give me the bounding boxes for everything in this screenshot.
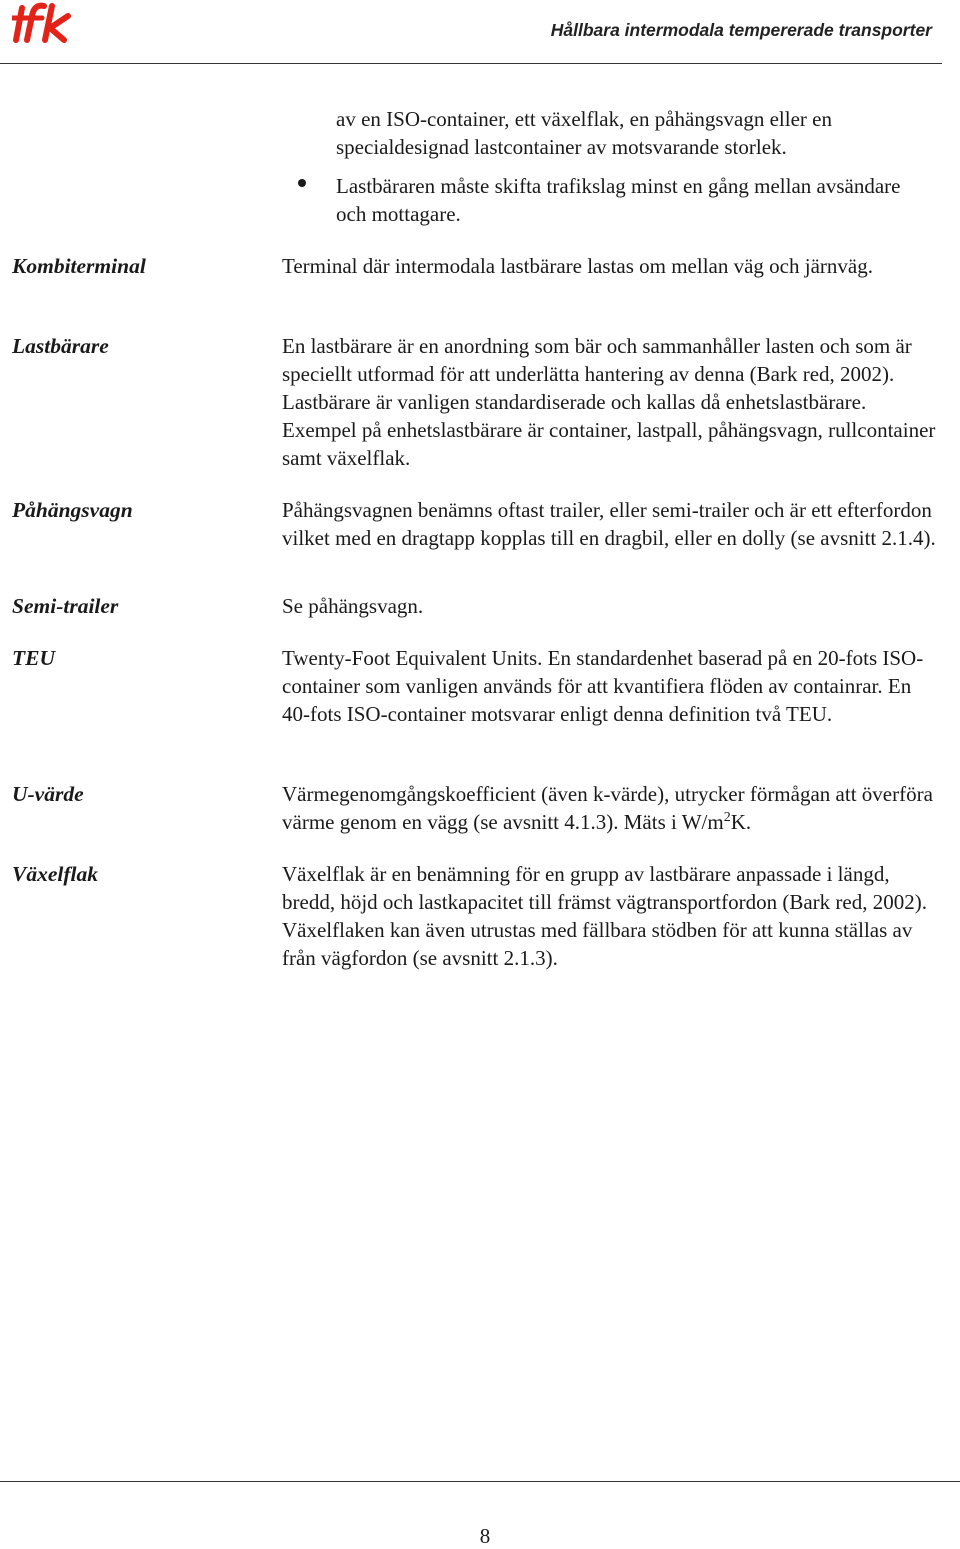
definition-lastbarare: En lastbärare är en anordning som bär och sammanhåller lasten och som är speciellt utformad för att underlätta hantering av denna (Bark red, 2002). Lastbärare är vanligen standardiserade och kallas då enhetslastbärare. Exempel på enhetslastbärare är container, lastpall, påhängsvagn, rullcontainer samt växelflak.	[282, 334, 936, 470]
continuation-paragraph: av en ISO-container, ett växelflak, en påhängsvagn eller en specialdesignad lastcontainer av motsvarande storlek.	[336, 107, 832, 159]
definition-vaxelflak: Växelflak är en benämning för en grupp av lastbärare anpassade i längd, bredd, höjd och lastkapacitet till främst vägtransportfordon (Bark red, 2002). Växelflaken kan även utrustas med fällbara stödben för att kunna ställas av från vägfordon (se avsnitt 2.1.3).	[282, 862, 927, 970]
term-kombiterminal: Kombiterminal	[12, 254, 146, 278]
definition-teu: Twenty-Foot Equivalent Units. En standardenhet baserad på en 20-fots ISO-container som vanligen används för att kvantifiera flöden av containrar. En 40-fots ISO-container motsvarar enligt denna definition två TEU.	[282, 646, 924, 726]
page-header	[0, 0, 960, 66]
superscript-exponent: 2	[723, 810, 731, 825]
definition-semi-trailer: Se påhängsvagn.	[282, 594, 424, 618]
bullet-text: Lastbäraren måste skifta trafikslag minst en gång mellan avsändare och mottagare.	[336, 174, 901, 226]
term-pahangsvagn: Påhängsvagn	[12, 498, 133, 522]
tfk-logo	[12, 2, 74, 46]
document-title: Hållbara intermodala tempererade transporter	[550, 20, 932, 40]
definition-u-varde-unit: K.	[730, 810, 752, 834]
footer-divider	[0, 1481, 960, 1482]
term-u-varde: U-värde	[12, 782, 84, 806]
definition-pahangsvagn: Påhängsvagnen benämns oftast trailer, eller semi-trailer och är ett efterfordon vilket med en dragtapp kopplas till en dragbil, eller en dolly (se avsnitt 2.1.4).	[282, 498, 936, 550]
bullet-icon	[298, 179, 306, 187]
definition-kombiterminal: Terminal där intermodala lastbärare lastas om mellan väg och järnväg.	[282, 254, 873, 278]
page-number: 8	[479, 1524, 491, 1548]
term-lastbarare: Lastbärare	[12, 334, 109, 358]
definition-u-varde	[282, 780, 952, 836]
term-vaxelflak: Växelflak	[12, 862, 98, 886]
term-teu: TEU	[12, 646, 55, 670]
header-divider	[0, 63, 942, 64]
term-semi-trailer: Semi-trailer	[12, 594, 119, 618]
definition-u-varde-text: Värmegenomgångskoefficient (även k-värde), utrycker förmågan att överföra värme genom en vägg (se avsnitt 4.1.3). Mäts i W/m	[282, 782, 933, 834]
